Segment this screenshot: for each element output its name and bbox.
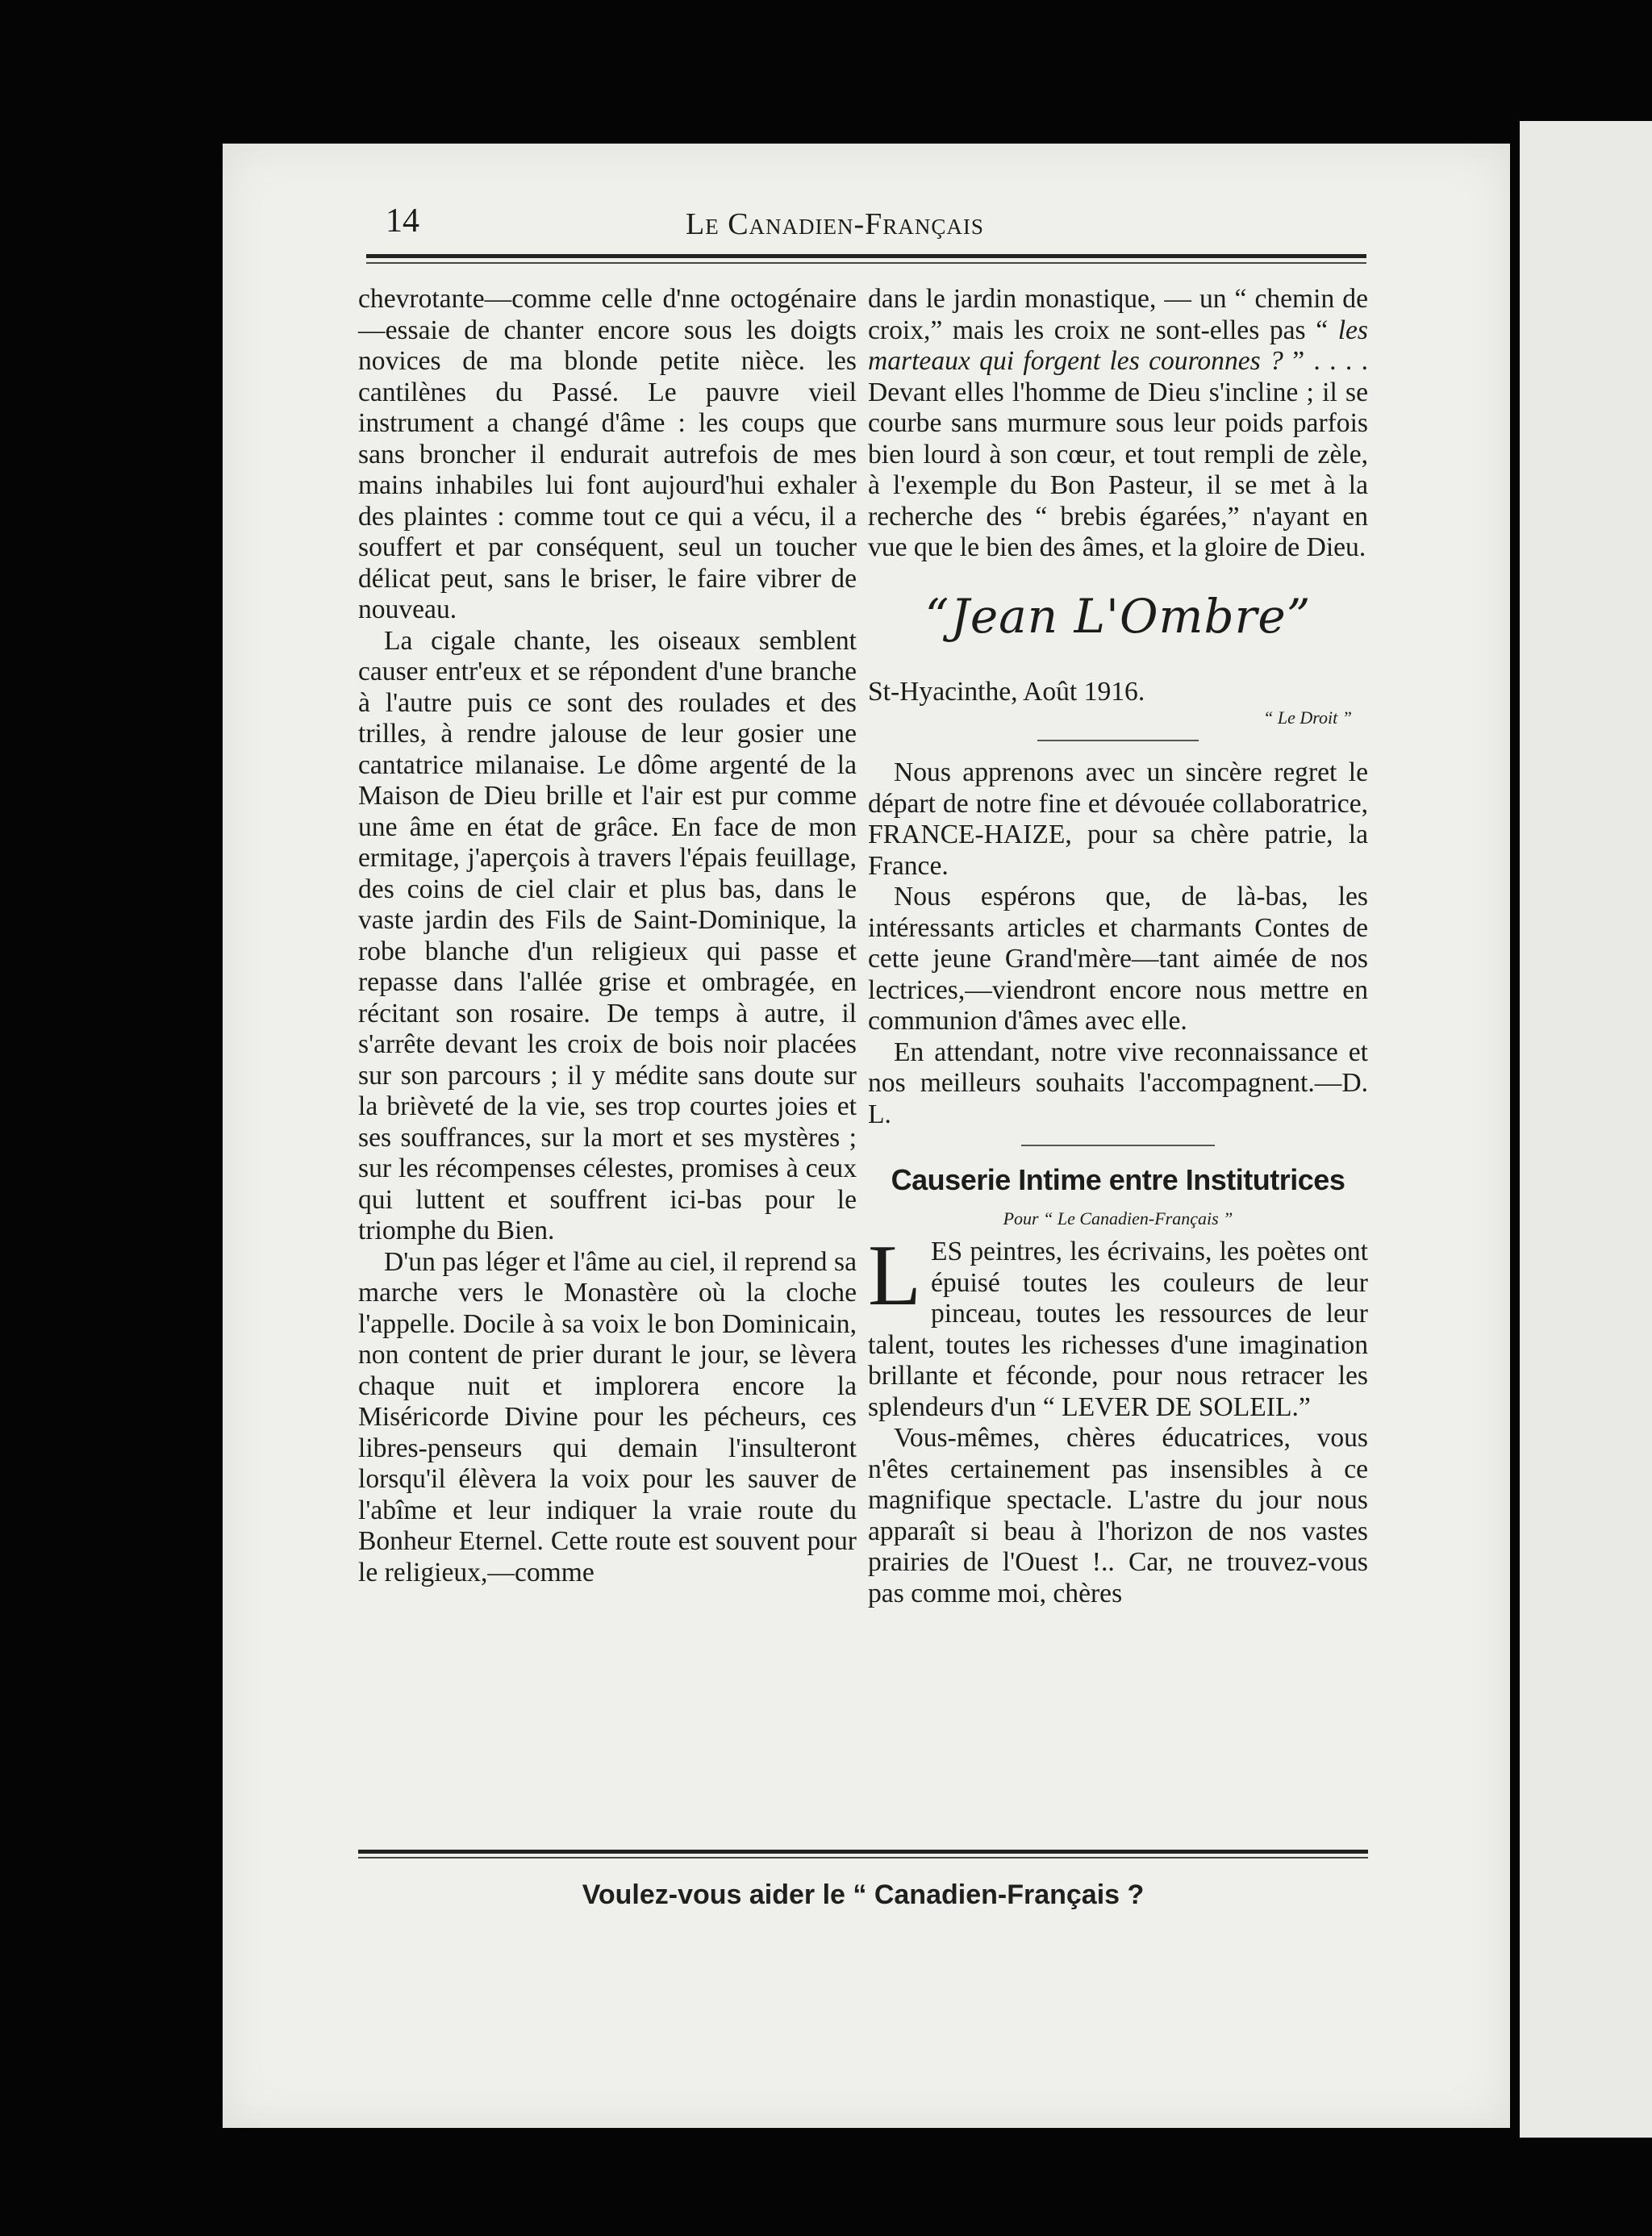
footer-slogan: Voulez-vous aider le “ Canadien-Français ? <box>582 1879 1145 1910</box>
continuation-text-after: ” . . . . Devant elles l'homme de Dieu s'incline ; il se courbe sans murmure sous leur poids parfois bien lourd à son cœur, et tout rempli de zèle, à l'exemple du Bon Pasteur, il se met à la recherche des “ brebis égarées,” n'ayant en vue que le bien des âmes, et la gloire de Dieu. <box>868 346 1368 562</box>
section-title: Causerie Intime entre Institutrices <box>891 1163 1345 1196</box>
left-paragraph-2: La cigale chante, les oiseaux semblent causer entr'eux et se répondent d'une branche à l'autre puis ce sont des roulades et des trilles, à rendre jalouse de leur gosier une cantatrice milanaise. Le dôme argenté de la Maison de Dieu brille et l'air est pur comme une âme en état de grâce. En face de mon ermitage, j'aperçois à travers l'épais feuillage, des coins de ciel clair et plus bas, dans le vaste jardin des Fils de Saint-Dominique, la robe blanche d'un religieux qui passe et repasse dans l'allée grise et ombragée, en récitant son rosaire. De temps à autre, il s'arrête devant les croix de bois noir placées sur son parcours ; il y médite sans doute sur la brièveté de la vie, ses trop courtes joies et ses souffrances, sur la mort et ses mystères ; sur les récompenses célestes, promises à ceux qui luttent et souffrent ici-bas pour le triomphe du Bien. <box>358 625 857 1245</box>
drop-cap: L <box>868 1228 921 1324</box>
left-column <box>358 284 857 1588</box>
header-rule <box>366 254 1366 258</box>
right-column <box>868 284 1368 1609</box>
article-paragraph-1-text: ES peintres, les écrivains, les poètes ont épuisé toutes les couleurs de leur pinceau, toutes les ressources de leur talent, toutes les richesses d'une imagination brillante et féconde, pour nous retracer les splendeurs d'un “ LEVER DE SOLEIL.” <box>868 1237 1368 1422</box>
author-signature: “Jean L'Ombre” <box>924 588 1312 644</box>
page-number: 14 <box>386 202 419 240</box>
article-paragraph-2: Vous-mêmes, chères éducatrices, vous n'êtes certainement pas insensibles à ce magnifique spectacle. L'astre du jour nous apparaît si beau à l'horizon de nos vastes prairies de l'Ouest !.. Car, ne trouvez-vous pas comme moi, chères <box>868 1423 1368 1608</box>
footer-rule <box>358 1850 1368 1854</box>
footer-rule-thin <box>358 1857 1368 1858</box>
left-paragraph-3: D'un pas léger et l'âme au ciel, il reprend sa marche vers le Monastère où la cloche l'appelle. Docile à sa voix le bon Dominicain, non content de prier durant le jour, se lèvera chaque nuit et implorera encore la Miséricorde Divine pour les pécheurs, ces libres-penseurs qui demain l'insulteront lorsqu'il élèvera la voix pour les sauver de l'abîme et leur indiquer la vraie route du Bonheur Eternel. Cette route est souvent pour le religieux,—comme <box>358 1246 857 1587</box>
source-credit: “ Le Droit ” <box>1263 707 1352 728</box>
running-title: Le Canadien-Français <box>686 207 984 241</box>
right-continuation <box>868 284 1368 564</box>
notice-paragraph-3: En attendant, notre vive reconnaissance et nos meilleurs souhaits l'accompagnent.—D. L. <box>868 1037 1368 1129</box>
adjacent-page-edge <box>1520 121 1652 2138</box>
ornamental-rule-2 <box>1021 1145 1215 1146</box>
notice-paragraph-2: Nous espérons que, de là-bas, les intéressants articles et charmants Contes de cette jeune Grand'mère—tant aimée de nos lectrices,—viendront encore nous mettre en communion d'âmes avec elle. <box>868 882 1368 1036</box>
place-date: St-Hyacinthe, Août 1916. <box>868 676 1145 707</box>
notice-paragraph-1: Nous apprenons avec un sincère regret le départ de notre fine et dévouée collaboratrice, FRANCE-HAIZE, pour sa chère patrie, la France. <box>868 757 1368 881</box>
left-paragraph-1: chevrotante—comme celle d'nne octogénaire—essaie de chanter encore sous les doigts novices de ma blonde petite nièce. les cantilènes du Passé. Le pauvre vieil instrument a changé d'âme : les coups que sans broncher il endurait autrefois de mes mains inhabiles lui font aujourd'hui exhaler des plaintes : comme tout ce qui a vécu, il a souffert et par conséquent, seul un toucher délicat peut, sans le briser, le faire vibrer de nouveau. <box>358 284 857 624</box>
continuation-text-before: dans le jardin monastique, — un “ chemin de croix,” mais les croix ne sont-elles pas “ <box>868 284 1368 345</box>
ornamental-rule <box>1037 740 1199 741</box>
section-source: Pour “ Le Canadien-Français ” <box>1003 1208 1233 1229</box>
continuation-italic-quote: les marteaux qui forgent les couronnes ? <box>868 315 1368 376</box>
article-paragraph-1 <box>868 1228 1368 1423</box>
header-rule-thin <box>366 262 1366 264</box>
